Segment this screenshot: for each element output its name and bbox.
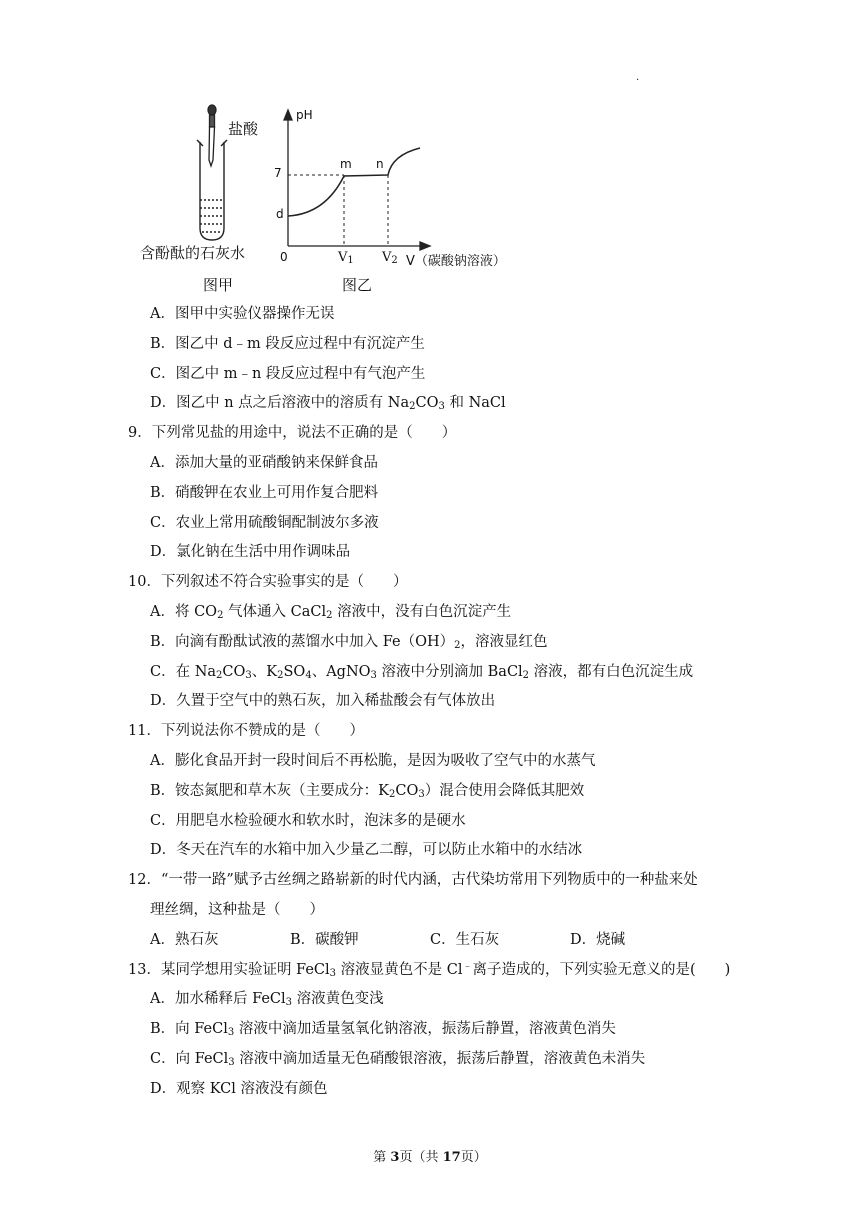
q10-option-b: B．向滴有酚酞试液的蒸馏水中加入 $Fe(OH)_2$，溶液显红色	[150, 633, 548, 651]
q12-option-c: C．生石灰	[430, 931, 500, 948]
stray-dot: .	[636, 72, 640, 83]
dropper-icon	[208, 105, 216, 166]
caption-figure-b: 图乙	[342, 276, 373, 294]
experiment-figure	[140, 100, 540, 300]
q9-option-d: D．氯化钠在生活中用作调味品	[150, 544, 351, 561]
y-axis-label: pH	[296, 108, 313, 122]
q13-option-b: B．向 FeCl$_3$ 溶液中滴加适量氢氧化钠溶液，振荡后静置，溶液黄色消失	[150, 1021, 616, 1039]
q9-option-a: A．添加大量的亚硝酸钠来保鲜食品	[150, 454, 378, 471]
q8-option-a: A．图甲中实验仪器操作无误	[150, 306, 335, 322]
q8-option-d: D．图乙中 n 点之后溶液中的溶质有 $Na_2CO_3$ 和 NaCl	[150, 395, 506, 413]
tube-label-bottom: 含酚酞的石灰水	[140, 244, 246, 262]
origin-label: 0	[280, 250, 288, 264]
q11-option-c: C．用肥皂水检验硬水和软水时，泡沫多的是硬水	[150, 812, 466, 829]
q13-stem: 13．某同学想用实验证明 FeCl$_3$ 溶液显黄色不是 Cl﹣离子造成的，下列实验无意义的是( )	[128, 960, 731, 979]
q11-option-d: D．冬天在汽车的水箱中加入少量乙二醇，可以防止水箱中的水结冰	[150, 842, 583, 859]
y-tick-7: 7	[274, 166, 282, 180]
point-n-label: n	[376, 157, 384, 171]
x-tick-v2: $V_2$	[382, 250, 398, 266]
page-total: 17	[442, 1150, 461, 1165]
tube-label-top: 盐酸	[228, 120, 259, 138]
q13-option-d: D．观察 KCl 溶液没有颜色	[150, 1080, 328, 1097]
q10-option-a: A．将 $CO_2$ 气体通入 CaCl$_2$ 溶液中，没有白色沉淀产生	[150, 603, 512, 621]
ph-chart-axes	[284, 110, 430, 250]
q11-option-b: B．铵态氮肥和草木灰（主要成分：$K_2CO_3$）混合使用会降低其肥效	[150, 782, 585, 800]
page-footer: 第 3页（共 17页）	[373, 1150, 487, 1165]
x-tick-v1: $V_1$	[338, 250, 354, 266]
x-axis-label: V（碳酸钠溶液）	[406, 254, 506, 269]
q11-option-a: A．膨化食品开封一段时间后不再松脆，是因为吸收了空气中的水蒸气	[150, 752, 596, 769]
q8-option-c: C．图乙中 m﹣n 段反应过程中有气泡产生	[150, 365, 426, 382]
q9-stem: 9．下列常见盐的用途中，说法不正确的是（ ）	[128, 425, 457, 442]
point-m-label: m	[340, 157, 352, 171]
point-d-label: d	[276, 207, 284, 221]
q13-option-a: A．加水稀释后 FeCl$_3$ 溶液黄色变浅	[150, 991, 384, 1009]
q11-stem: 11．下列说法你不赞成的是（ ）	[128, 723, 364, 740]
question-content	[128, 300, 748, 1105]
q12-option-b: B．碳酸钾	[290, 931, 359, 948]
q8-option-b: B．图乙中 d﹣m 段反应过程中有沉淀产生	[150, 335, 425, 352]
q10-option-c: C．在 $Na_2CO_3$、$K_2SO_4$、AgNO$_3$ 溶液中分别滴加 BaCl$_2$ 溶液，都有白色沉淀生成	[150, 663, 694, 681]
q12-options	[128, 926, 748, 956]
page-number: 3	[390, 1150, 400, 1165]
q13-option-c: C．向 FeCl$_3$ 溶液中滴加适量无色硝酸银溶液，振荡后静置，溶液黄色未消失	[150, 1050, 646, 1068]
q9-option-c: C．农业上常用硫酸铜配制波尔多液	[150, 514, 379, 531]
q12-option-a: A．熟石灰	[150, 931, 219, 948]
caption-figure-a: 图甲	[203, 276, 234, 294]
q10-stem: 10．下列叙述不符合实验事实的是（ ）	[128, 574, 408, 591]
q10-option-d: D．久置于空气中的熟石灰，加入稀盐酸会有气体放出	[150, 693, 496, 710]
q12-stem-continued: 理丝绸，这种盐是（ ）	[150, 901, 324, 918]
q12-option-d: D．烧碱	[570, 931, 626, 948]
ph-curve	[288, 148, 420, 216]
q12-stem: 12．“一带一路”赋予古丝绸之路崭新的时代内涵，古代染坊常用下列物质中的一种盐来处	[128, 872, 698, 889]
q9-option-b: B．硝酸钾在农业上可用作复合肥料	[150, 484, 379, 501]
